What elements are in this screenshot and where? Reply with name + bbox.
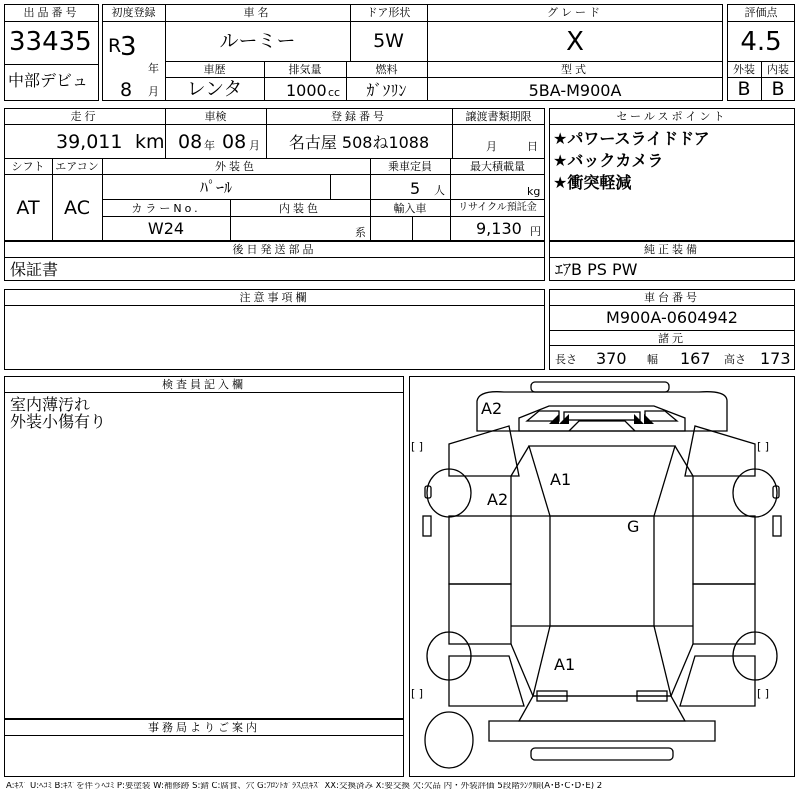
ext-header: 外装 [733, 63, 755, 76]
grade: X [566, 27, 584, 57]
interior-color-header: 内装色 [279, 202, 321, 215]
displacement: 1000 [286, 81, 327, 100]
exterior-color-header: 外装色 [215, 160, 257, 173]
damage-mark-left-door: A2 [487, 490, 509, 509]
height: 173 [760, 349, 791, 368]
later-parts: 保証書 [10, 260, 59, 279]
score: 4.5 [740, 27, 782, 57]
first-reg-era: R [108, 35, 122, 57]
registration-number: 名古屋 508ね1088 [288, 133, 430, 152]
first-reg-year-unit: 年 [148, 62, 159, 75]
sales-point-2: ★バックカメラ [553, 151, 664, 170]
sales-points-header: セールスポイント [616, 110, 728, 123]
capacity: 5 [410, 179, 421, 198]
shift-header: シフト [11, 160, 45, 173]
dims-header: 諸元 [658, 332, 686, 345]
door-header: ドア形状 [366, 6, 411, 19]
history: レンタ [186, 78, 243, 100]
inspection-year-unit: 年 [204, 139, 215, 152]
inspection-month: 08 [222, 131, 247, 153]
width-label: 幅 [647, 353, 658, 366]
recycle-unit: 円 [530, 225, 541, 238]
capacity-unit: 人 [434, 184, 445, 197]
car-name-header: 車名 [243, 6, 272, 19]
inspector-line-1: 室内薄汚れ [10, 395, 91, 414]
bracket-right-top: [ ] [757, 440, 770, 453]
transfer-month-unit: 月 [486, 140, 497, 153]
damage-mark-rear: A1 [554, 655, 576, 674]
transfer-day-unit: 日 [527, 140, 538, 153]
door-type: 5W [373, 30, 404, 52]
shift: AT [16, 197, 40, 219]
notes-header: 注意事項欄 [239, 291, 310, 304]
bracket-left-top: [ ] [411, 440, 424, 453]
model-code: 5BA-M900A [528, 81, 622, 100]
recycle-header: リサイクル預託金 [458, 202, 537, 213]
sales-point-1: ★パワースライドドア [553, 129, 710, 148]
model-header: 型式 [561, 63, 589, 76]
inspection-month-unit: 月 [249, 139, 260, 152]
office-header: 事務局よりご案内 [148, 721, 260, 734]
first-reg-year: 3 [120, 32, 137, 62]
aircon: AC [64, 197, 90, 219]
int-score: B [771, 78, 785, 100]
damage-mark-front: A2 [481, 399, 503, 418]
equipment: ｴｱB PS PW [555, 260, 638, 279]
first-reg-month: 8 [120, 79, 133, 101]
later-parts-header: 後日発送部品 [232, 243, 317, 256]
displacement-unit: cc [328, 86, 341, 99]
exterior-color: ﾊﾟｰﾙ [199, 178, 232, 197]
sales-point-3: ★衝突軽減 [553, 173, 632, 192]
inspection-year: 08 [178, 131, 203, 153]
car-outline-diagram [409, 376, 795, 777]
capacity-header: 乗車定員 [388, 160, 432, 173]
color-no: W24 [147, 219, 185, 238]
car-name: ルーミー [219, 30, 296, 52]
mileage-unit: km [135, 131, 165, 153]
damage-mark-roof: A1 [550, 470, 572, 489]
chassis-header: 車台番号 [644, 291, 700, 304]
transfer-deadline-header: 譲渡書類期限 [465, 110, 532, 123]
ext-score: B [737, 78, 751, 100]
bracket-left-bottom: [ ] [411, 687, 424, 700]
venue: 中部デビュ [8, 71, 89, 90]
fuel-header: 燃料 [375, 63, 398, 76]
mileage-header: 走行 [70, 110, 99, 123]
mileage: 39,011 [56, 131, 123, 153]
height-label: 高さ [724, 353, 746, 366]
interior-color-unit: 系 [355, 226, 366, 239]
max-load-header: 最大積載量 [470, 160, 525, 173]
import-header: 輸入車 [393, 202, 427, 215]
registration-header: 登録番号 [331, 110, 387, 123]
grade-header: グレード [547, 6, 603, 19]
aircon-header: エアコン [55, 160, 99, 173]
lot-number: 33435 [9, 27, 92, 57]
width: 167 [680, 349, 711, 368]
first-reg-month-unit: 月 [148, 85, 159, 98]
history-header: 車歴 [203, 63, 226, 76]
inspector-header: 検査員記入欄 [162, 378, 246, 391]
fuel: ｶﾞｿﾘﾝ [366, 81, 407, 100]
color-no-header: カラーNo. [131, 202, 201, 215]
displacement-header: 排気量 [288, 63, 322, 76]
length-label: 長さ [555, 353, 577, 366]
chassis-number: M900A-0604942 [606, 308, 738, 327]
recycle-fee: 9,130 [476, 219, 522, 238]
bracket-right-bottom: [ ] [757, 687, 770, 700]
first-reg-header: 初度登録 [111, 6, 156, 19]
score-header: 評価点 [744, 6, 778, 19]
length: 370 [596, 349, 627, 368]
inspection-header: 車検 [204, 110, 227, 123]
inspector-line-2: 外装小傷有り [10, 412, 107, 431]
max-load-unit: kg [527, 185, 541, 198]
lot-header: 出品番号 [23, 6, 80, 19]
legend: A:ｷｽﾞ U:ﾍｺﾐ B:ｷｽﾞを伴うﾍｺﾐ P:要塗装 W:補修跡 S:錆 C:腐食、穴 G:ﾌﾛﾝﾄｶﾞﾗｽ点ｷｽﾞ XX:交換済み X:要交換 欠:欠品 内・外装評価 5段階ﾗﾝｸ順(A･B･C･D･E) 2 [6, 782, 603, 791]
int-header: 内装 [767, 63, 789, 76]
equipment-header: 純正装備 [644, 243, 700, 256]
damage-mark-glass: G [627, 517, 640, 536]
